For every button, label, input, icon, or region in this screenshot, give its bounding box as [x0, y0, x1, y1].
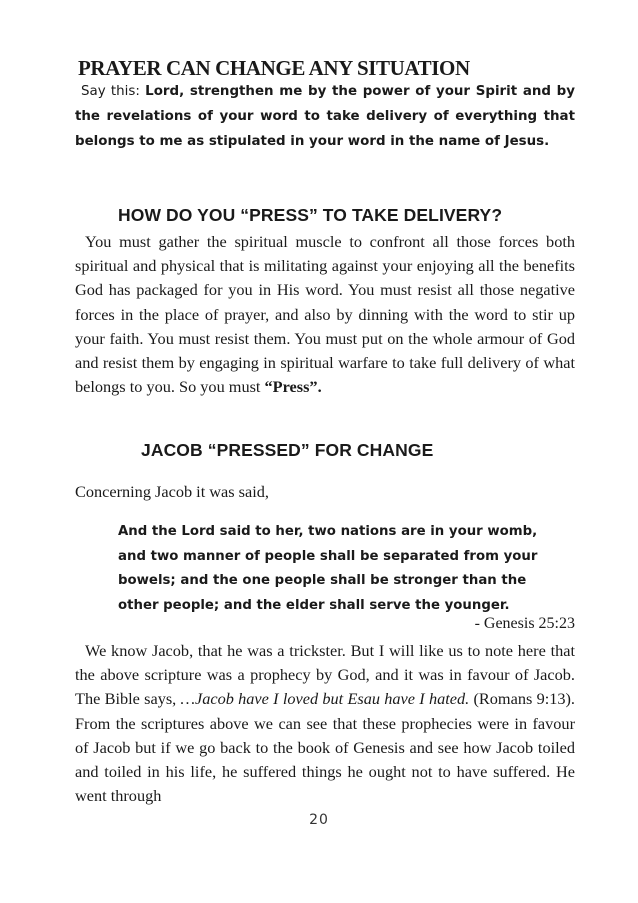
press-emphasis: “Press”. — [264, 377, 322, 397]
jacob-paragraph — [75, 639, 575, 808]
prayer-text: Lord, strengthen me by the power of your Spirit and by the revelations of your word to take delivery of everything that belongs to me as stipulated in your word in the name of Jesus. — [75, 84, 575, 149]
press-paragraph — [75, 230, 575, 399]
jacob-text-before: We know Jacob, that he was a trickster. But I will like us to note here that the above scripture was a prophecy by God, and it was in favour of Jacob. The Bible says, — [75, 641, 575, 709]
press-text: You must gather the spiritual muscle to confront all those forces both spiritual and physical that is militating against your enjoying all the benefits God has packaged for you in His word. You must resist all those negative forces in the place of prayer, and also by dinning with the word to stir up your faith. You must resist them. You must put on the whole armour of God and resist them by engaging in spiritual warfare to take full delivery of what belongs to you. So you must — [75, 232, 575, 397]
scripture-quote: And the Lord said to her, two nations are in your womb, and two manner of people shall be separated from your bowels; and the one people shall be stronger than the other people; and the elder shall serve the younger. — [118, 524, 538, 613]
jacob-intro: Concerning Jacob it was said, — [75, 482, 269, 501]
press-heading: HOW DO YOU “PRESS” TO TAKE DELIVERY? — [118, 205, 503, 225]
jacob-italic-quote: …Jacob have I loved but Esau have I hated. — [180, 689, 470, 709]
jacob-text-after: (Romans 9:13). From the scriptures above we can see that these prophecies were in favour of Jacob but if we go back to the book of Genesis and see how Jacob toiled and toiled in his life, he suffered things he ought not to have suffered. He went through — [75, 689, 576, 806]
prayer-paragraph — [75, 79, 575, 154]
prayer-lead: Say this: — [81, 84, 146, 99]
jacob-heading: JACOB “PRESSED” FOR CHANGE — [141, 440, 434, 460]
scripture-citation: - Genesis 25:23 — [474, 615, 575, 632]
page-number: 20 — [309, 812, 329, 828]
prayer-title: PRAYER CAN CHANGE ANY SITUATION — [78, 56, 470, 80]
